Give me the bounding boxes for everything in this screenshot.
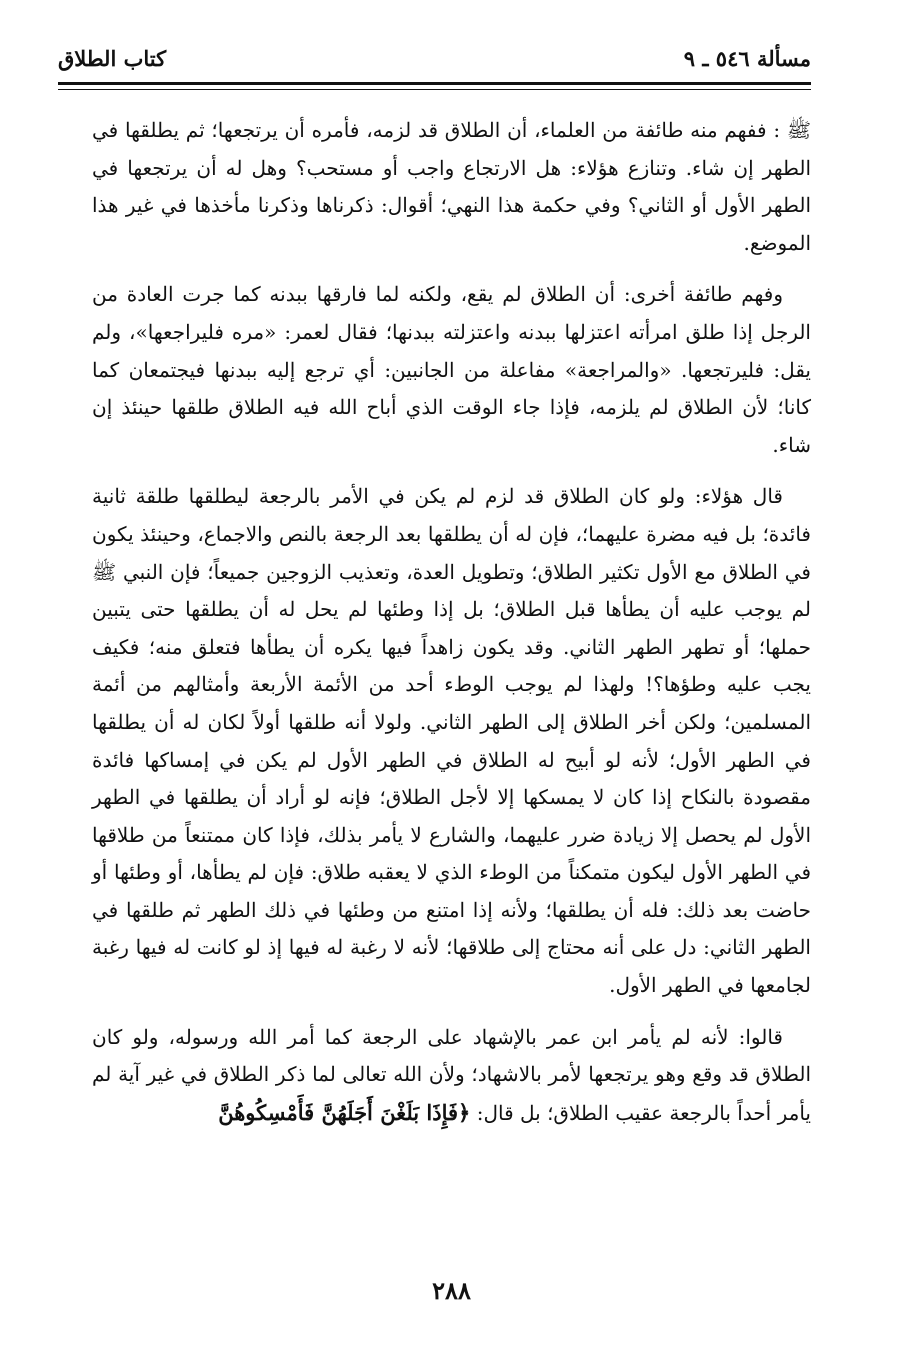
body-text [92,112,811,1146]
header-rule-thick [58,82,811,85]
quran-verse: ﴿فَإِذَا بَلَغْنَ أَجَلَهُنَّ فَأَمْسِكُوهُنَّ [218,1099,471,1125]
paragraph-2: وفهم طائفة أخرى: أن الطلاق لم يقع، ولكنه لما فارقها ببدنه كما جرت العادة من الرجل إذا طلق امرأته اعتزلها ببدنه واعتزلته ببدنها؛ فقال لعمر: «مره فليراجعها»، ولم يقل: فليرتجعها. «والمراجعة» مفاعلة من الجانبين: أي ترجع إليه ببدنها فيجتمعان كما كانا؛ لأن الطلاق لم يلزمه، فإذا جاء الوقت الذي أباح الله فيه الطلاق طلقها حينئذ إن شاء. [92,282,811,457]
page-number: ٢٨٨ [432,1276,471,1305]
paragraph-4 [92,1019,811,1133]
paragraph-4-text: قالوا: لأنه لم يأمر ابن عمر بالإشهاد على الرجعة كما أمر الله ورسوله، ولو كان الطلاق قد وقع وهو يرتجعها لأمر بالاشهاد؛ ولأن الله تعالى لما ذكر الطلاق في غير آية لم يأمر أحداً بالرجعة عقيب الطلاق؛ بل قال: [92,1024,811,1125]
header-issue-number: مسألة ٥٤٦ ـ ٩ [683,46,811,71]
header-rule-thin [58,89,811,90]
paragraph-3: قال هؤلاء: ولو كان الطلاق قد لزم لم يكن في الأمر بالرجعة ليطلقها طلقة ثانية فائدة؛ بل فيه مضرة عليهما؛، فإن له أن يطلقها بعد الرجعة بالنص والاجماع، وحينئذ يكون في الطلاق مع الأول تكثير الطلاق؛ وتطويل العدة، وتعذيب الزوجين جميعاً؛ فإن النبي ﷺ لم يوجب عليه أن يطأها قبل الطلاق؛ بل إذا وطئها لم يحل له أن يطلقها حتى يتبين حملها؛ أو تطهر الطهر الثاني. وقد يكون زاهداً فيها يكره أن يطأها فتعلق منه؛ فكيف يجب عليه وطؤها؟! ولهذا لم يوجب الوطء أحد من الأئمة الأربعة وأمثالهم من أئمة المسلمين؛ ولكن أخر الطلاق إلى الطهر الثاني. ولولا أنه طلقها أولاً لكان له أن يطلقها في الطهر الأول؛ لأنه لو أبيح له الطلاق في الطهر الأول لم يكن في إمساكها فائدة مقصودة بالنكاح إذا كان لا يمسكها إلا لأجل الطلاق؛ فإنه لو أراد أن يطلقها في الطهر الأول لم يحصل إلا زيادة ضرر عليهما، والشارع لا يأمر بذلك، فإذا كان ممتنعاً من طلاقها في الطهر الأول ليكون متمكناً من الوطء الذي لا يعقبه طلاق: فإن لم يطأها، أو وطئها أو حاضت بعد ذلك: فله أن يطلقها؛ ولأنه إذا امتنع من وطئها في ذلك الطهر ثم طلقها في الطهر الثاني: دل على أنه محتاج إلى طلاقها؛ لأنه لا رغبة له فيها إذ لو كانت له فيها رغبة لجامعها في الطهر الأول. [92,484,811,998]
running-header [58,40,811,80]
header-book-title: كتاب الطلاق [58,46,167,71]
paragraph-1: ﷺ : ففهم منه طائفة من العلماء، أن الطلاق قد لزمه، فأمره أن يرتجعها؛ ثم يطلقها في الطهر إن شاء. وتنازع هؤلاء: هل الارتجاع واجب أو مستحب؟ وهل له أن يرتجعها في الطهر الأول أو الثاني؟ وفي حكمة هذا النهي؛ أقوال: ذكرناها وذكرنا مأخذها في غير هذا الموضع. [92,118,811,255]
